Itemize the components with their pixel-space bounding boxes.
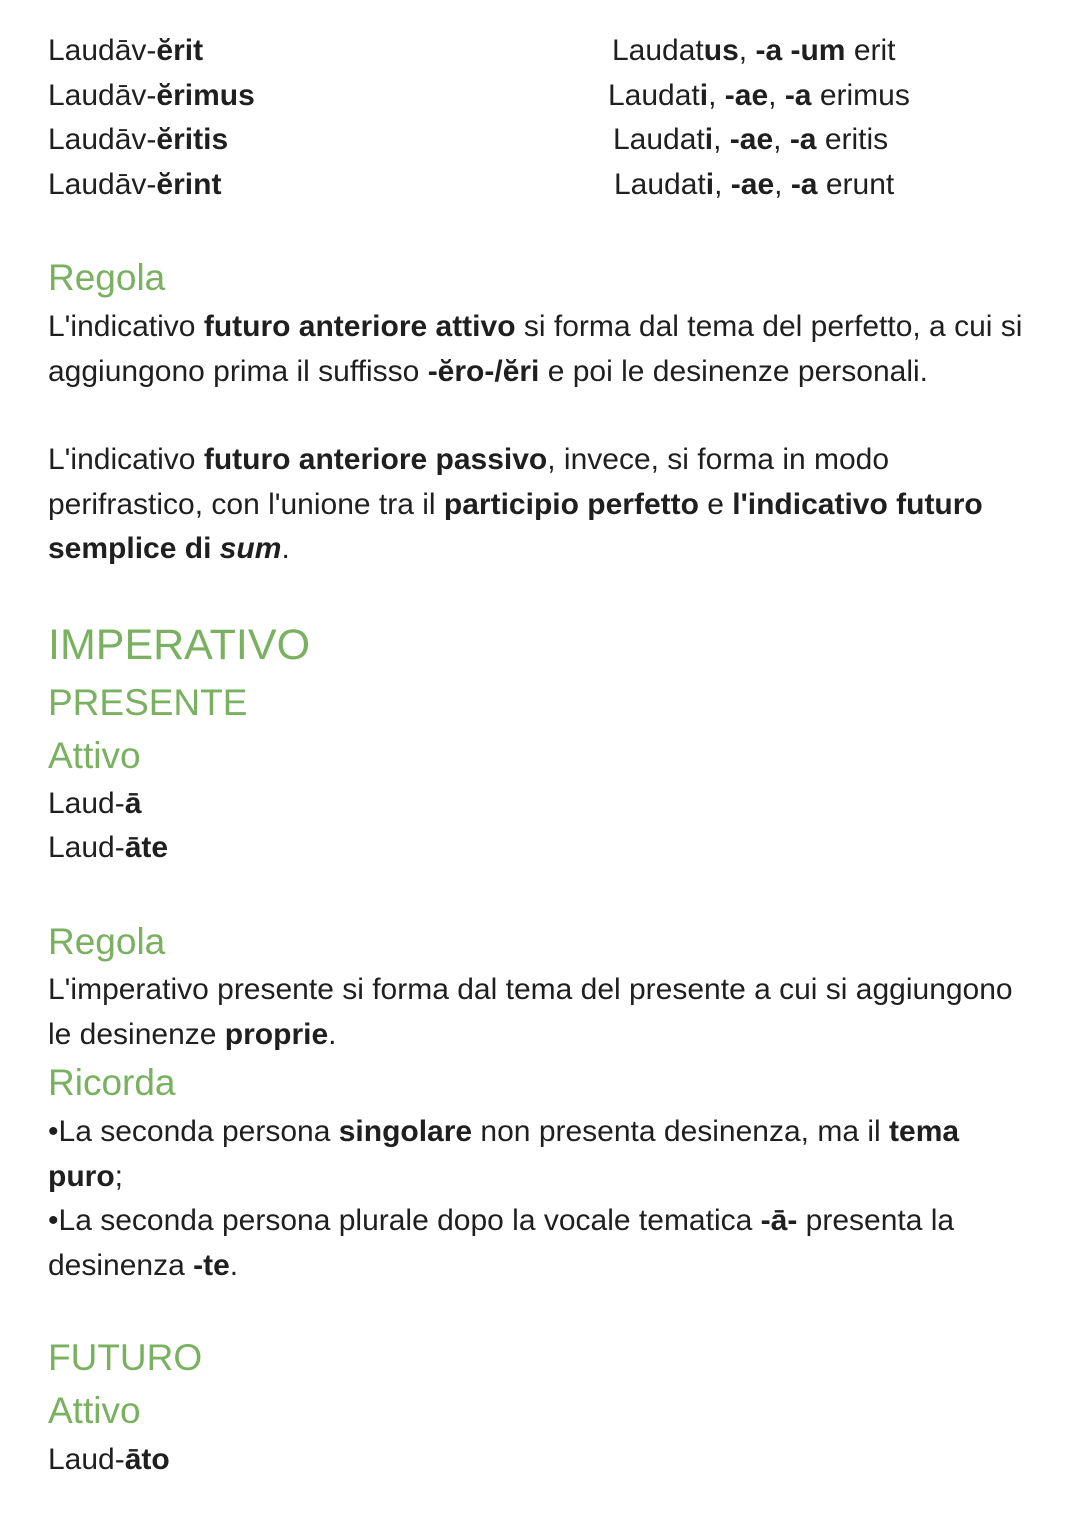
ricorda-heading: Ricorda xyxy=(48,1062,176,1103)
bullet-item-plural: •La seconda persona plurale dopo la vocale tematica -ā- presenta la desinenza -te. xyxy=(48,1204,955,1282)
subsection-futuro: FUTURO xyxy=(48,1337,203,1378)
passive-form-3: Laudati, -ae, -a eritis xyxy=(613,123,889,156)
passive-form-1: Laudatus, -a -um erit xyxy=(612,34,896,67)
rule-paragraph-active: L'indicativo futuro anteriore attivo si forma dal tema del perfetto, a cui si aggiungono prima il suffisso -ĕro-/ĕri e poi le desinenze personali. xyxy=(48,310,1023,388)
rule-paragraph-passive: L'indicativo futuro anteriore passivo, invece, si forma in modo perifrastico, con l'unione tra il participio perfetto e l'indicativo futuro semplice di sum. xyxy=(48,443,983,565)
future-form-1: Laud-āto xyxy=(48,1443,170,1476)
bullet-item-singular: •La seconda persona singolare non presenta desinenza, ma il tema puro; xyxy=(48,1115,960,1193)
voice-attivo: Attivo xyxy=(48,1390,141,1431)
section-title-imperativo: IMPERATIVO xyxy=(48,621,311,669)
active-form-2: Laudāv-ĕrimus xyxy=(48,79,255,112)
active-form-1: Laudāv-ĕrit xyxy=(48,34,204,67)
imperative-form-2: Laud-āte xyxy=(48,831,169,864)
rule-paragraph-imperative: L'imperativo presente si forma dal tema del presente a cui si aggiungono le desinenze proprie. xyxy=(48,973,1013,1051)
voice-attivo: Attivo xyxy=(48,735,141,776)
rule-heading: Regola xyxy=(48,257,166,298)
active-form-3: Laudāv-ĕritis xyxy=(48,123,229,156)
active-form-4: Laudāv-ĕrint xyxy=(48,168,222,201)
passive-form-4: Laudati, -ae, -a erunt xyxy=(614,168,895,201)
subsection-presente: PRESENTE xyxy=(48,682,248,723)
imperative-form-1: Laud-ā xyxy=(48,787,142,820)
rule-heading: Regola xyxy=(48,921,166,962)
passive-form-2: Laudati, -ae, -a erimus xyxy=(608,79,910,112)
